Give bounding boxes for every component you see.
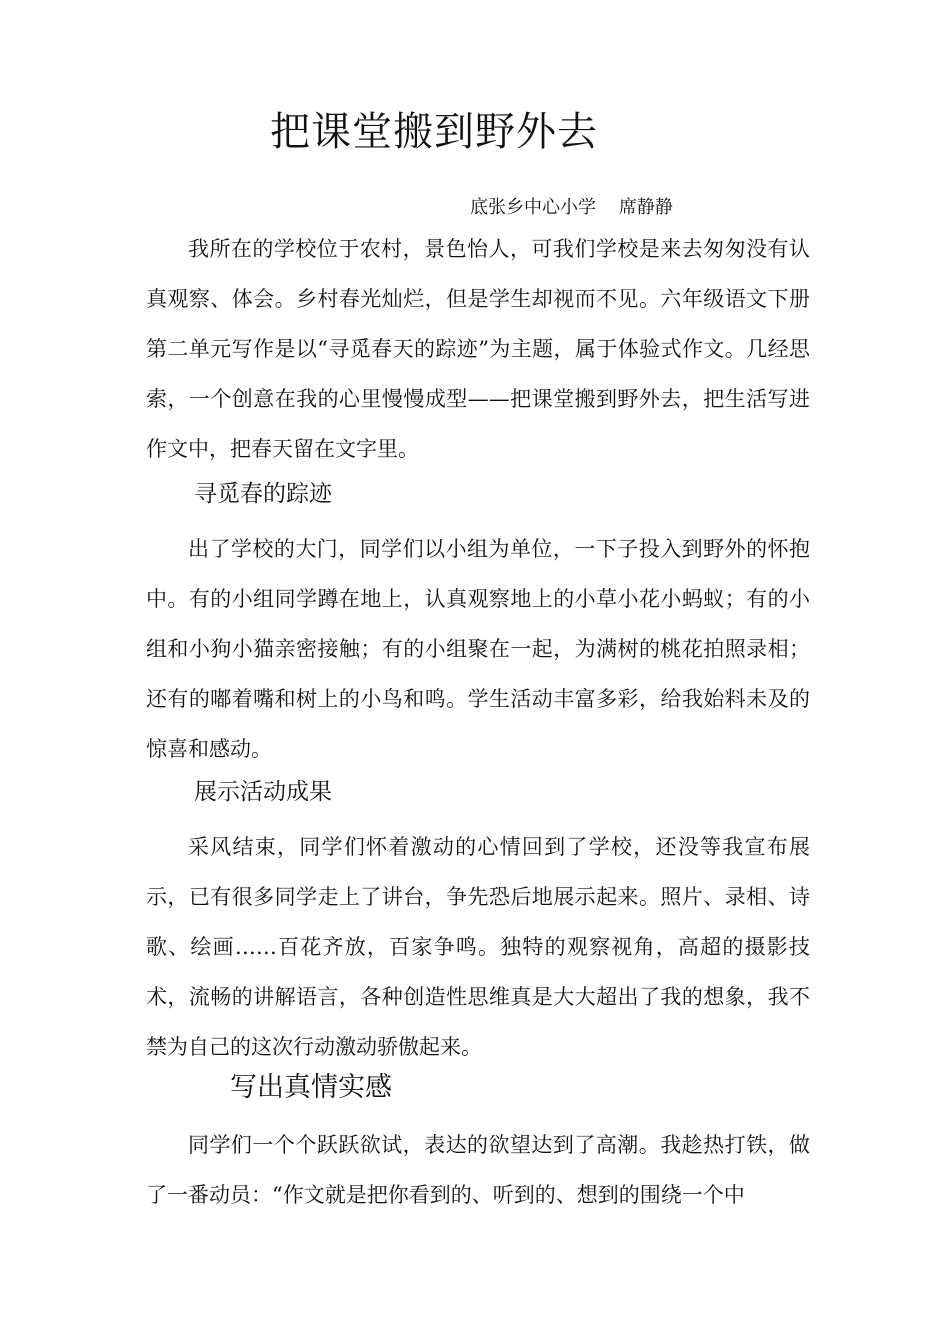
paragraph-section-3: 同学们一个个跃跃欲试，表达的欲望达到了高潮。我趁热打铁，做了一番动员：“作文就是把你看到的、听到的、想到的围绕一个中 — [146, 1133, 810, 1207]
paragraph-intro: 我所在的学校位于农村，景色怡人，可我们学校是来去匆匆没有认真观察、体会。乡村春光灿烂，但是学生却视而不见。六年级语文下册第二单元写作是以“寻觅春天的踪迹”为主题，属于体验式作文。几经思索，一个创意在我的心里慢慢成型——把课堂搬到野外去，把生活写进作文中，把春天留在文字里。 — [146, 237, 810, 461]
paragraph-section-1: 出了学校的大门，同学们以小组为单位，一下子投入到野外的怀抱中。有的小组同学蹲在地上，认真观察地上的小草小花小蚂蚁；有的小组和小狗小猫亲密接触；有的小组聚在一起，为满树的桃花拍照录相；还有的嘟着嘴和树上的小鸟和鸣。学生活动丰富多彩，给我始料未及的惊喜和感动。 — [146, 537, 810, 761]
document-title: 把课堂搬到野外去 — [270, 109, 598, 155]
section-heading-1: 寻觅春的踪迹 — [194, 481, 332, 507]
paragraph-section-2: 采风结束，同学们怀着激动的心情回到了学校，还没等我宣布展示，已有很多同学走上了讲台，争先恐后地展示起来。照片、录相、诗歌、绘画……百花齐放，百家争鸣。独特的观察视角，高超的摄影技术，流畅的讲解语言，各种创造性思维真是大大超出了我的想象，我不禁为自己的这次行动激动骄傲起来。 — [146, 835, 810, 1059]
author-byline: 底张乡中心小学 席静静 — [470, 197, 673, 218]
section-heading-2: 展示活动成果 — [194, 779, 332, 805]
section-heading-3: 写出真情实感 — [230, 1072, 392, 1103]
